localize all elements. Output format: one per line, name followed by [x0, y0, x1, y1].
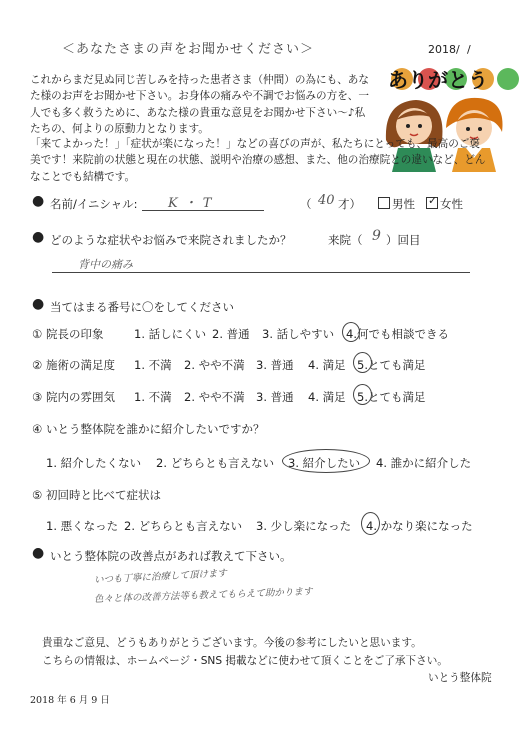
bullet-icon: ●	[32, 229, 45, 245]
option[interactable]: 2. 普通	[212, 327, 250, 341]
female-checkbox[interactable]	[426, 194, 438, 209]
option[interactable]: 2. どちらとも言えない	[156, 456, 275, 470]
gender-female-option[interactable]	[426, 196, 463, 212]
option-selected[interactable]: 3. 紹介したい	[288, 456, 361, 470]
publication-notice: こちらの情報は、ホームページ・SNS 掲載などに使わせて頂くことをご了承下さい。	[42, 655, 448, 667]
selection-circle	[282, 449, 370, 473]
improvement-question: いとう整体院の改善点があれば教えて下さい。	[50, 549, 292, 563]
option[interactable]: 1. 話しにくい	[134, 327, 207, 341]
referral-question: ④ いとう整体院を誰かに紹介したいですか？	[32, 422, 265, 436]
symptom-answer-line	[52, 272, 470, 273]
age-open: （	[300, 197, 312, 211]
male-checkbox[interactable]	[378, 197, 390, 209]
submission-date: 2018 年 6 月 9 日	[30, 695, 110, 706]
selection-circle	[353, 352, 372, 373]
option[interactable]: 3. 話しやすい	[262, 327, 335, 341]
female-label: 女性	[440, 197, 463, 211]
clinic-atmosphere-label: ③ 院内の雰囲気	[32, 390, 115, 404]
symptom-question: どのような症状やお悩みで来院されましたか？	[50, 233, 292, 247]
option[interactable]: 3. 少し楽になった	[256, 519, 352, 533]
option[interactable]: 2. どちらとも言えない	[124, 519, 243, 533]
thanks-logo-text: ありがとう	[388, 68, 488, 92]
intro-paragraph-2: 「来てよかった！」「症状が楽になった！」などの喜びの声が、私たちにとっても、最高のご褒美です！来院前の状態と現在の状態、説明や治療の感想、また、他の治療院との違いなど、どんなことでも結構です。	[30, 138, 486, 183]
option[interactable]: 1. 不満	[134, 358, 172, 372]
progress-question: ⑤ 初回時と比べて症状は	[32, 488, 161, 502]
intro-paragraph-1: これからまだ見ぬ同じ苦しみを持った患者さま（仲間）の為にも、あなた様のお声をお聞かせ下さい。お身体の痛みや不調でお悩みの方を、一人でも多く救うために、あなた様の貴重な意見をお聞かせ下さい〜♪私たちの、何よりの原動力となります。	[30, 74, 369, 136]
option[interactable]: 3. 普通	[256, 358, 294, 372]
name-label: 名前/イニシャル:	[50, 197, 138, 211]
thanks-logo	[380, 64, 520, 94]
visit-count: 9	[372, 228, 381, 244]
symptom-answer: 背中の痛み	[78, 258, 133, 271]
option-selected[interactable]: 4. かなり楽になった	[366, 519, 473, 533]
clinic-name: いとう整体院	[428, 672, 492, 684]
visit-label: 来院（	[328, 233, 363, 247]
bullet-icon: ●	[32, 193, 45, 209]
option[interactable]: 4. 満足	[308, 358, 346, 372]
gender-male-option[interactable]	[378, 196, 415, 212]
bullet-icon: ●	[32, 296, 45, 312]
visit-unit: ）回目	[386, 233, 421, 247]
director-impression-label: ① 院長の印象	[32, 327, 104, 341]
age-value: 40	[318, 193, 335, 208]
selection-circle	[353, 384, 372, 405]
option[interactable]: 2. やや不満	[184, 390, 245, 404]
age-unit: 才）	[338, 197, 361, 211]
option[interactable]: 1. 紹介したくない	[46, 456, 142, 470]
option[interactable]: 1. 不満	[134, 390, 172, 404]
option[interactable]: 1. 悪くなった	[46, 519, 119, 533]
option-selected[interactable]: 4.何でも相談できる	[346, 327, 449, 341]
rating-instruction: 当てはまる番号に〇をしてください	[50, 300, 234, 314]
option[interactable]: 3. 普通	[256, 390, 294, 404]
check-icon: ✓	[428, 194, 438, 207]
improvement-answer-line-2: 色々と体の改善方法等も教えてもらえて助かります	[93, 586, 313, 605]
selection-circle	[342, 322, 360, 342]
treatment-satisfaction-label: ② 施術の満足度	[32, 358, 115, 372]
option[interactable]: 2. やや不満	[184, 358, 245, 372]
option-selected[interactable]: 5.とても満足	[357, 390, 426, 404]
thanks-message: 貴重なご意見、どうもありがとうございます。今後の参考にしたいと思います。	[42, 637, 422, 649]
name-value: K・T	[168, 196, 218, 211]
improvement-answer-line-1: いつも丁寧に治療して頂けます	[93, 568, 228, 586]
male-label: 男性	[392, 197, 415, 211]
year-field: 2018/	[428, 43, 460, 56]
bullet-icon: ●	[32, 545, 45, 561]
option-selected[interactable]: 5.とても満足	[357, 358, 426, 372]
selection-circle	[361, 512, 380, 535]
form-title: ＜あなたさまの声をお聞かせください＞	[62, 42, 315, 57]
option[interactable]: 4. 誰かに紹介した	[376, 456, 472, 470]
name-underline	[142, 210, 264, 211]
option[interactable]: 4. 満足	[308, 390, 346, 404]
date-slash: /	[467, 43, 471, 56]
